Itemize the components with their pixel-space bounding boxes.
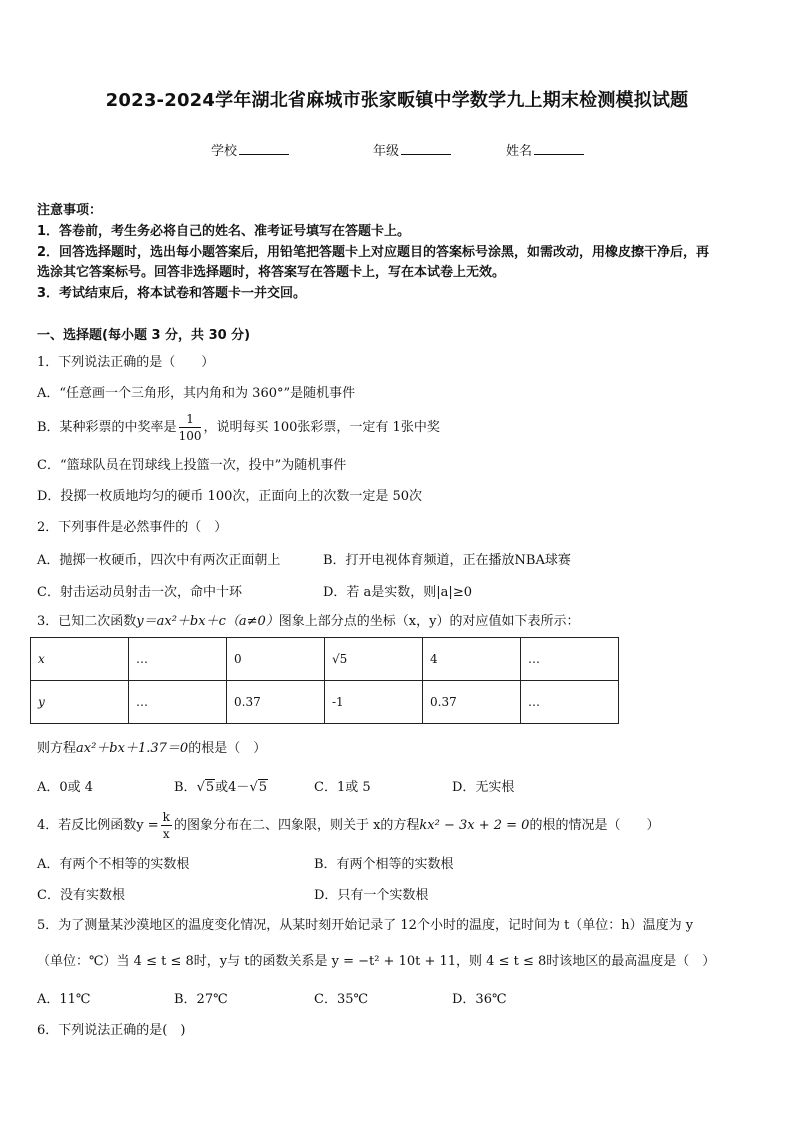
table-cell: 0 [227, 638, 325, 681]
table-cell: 0.37 [227, 681, 325, 724]
q4-numerator: k [162, 810, 170, 824]
q3-stem-suffix: 图象上部分点的坐标（x，y）的对应值如下表所示： [278, 614, 580, 629]
q3-option-a: A．0或 4 [37, 780, 94, 795]
q3-stem [37, 612, 764, 632]
table-cell: … [521, 681, 619, 724]
q5-stem-line-2: （单位：℃）当 4 ≤ t ≤ 8时，y与 t的函数关系是 y = −t² + 10t + 11，则 4 ≤ t ≤ 8时该地区的最高温度是（ ） [37, 954, 716, 969]
q2-stem: 2．下列事件是必然事件的（ ） [37, 520, 228, 535]
q5-option-a: A．11℃ [37, 992, 91, 1007]
section-heading: 一、选择题(每小题 3 分，共 30 分) [37, 328, 251, 343]
q3-stem-prefix: 3．已知二次函数 [37, 614, 137, 629]
q2-option-c: C．射击运动员射击一次，命中十环 [37, 585, 242, 600]
q3-b-sqrt-2: √5 [249, 780, 268, 795]
table-cell: … [129, 638, 227, 681]
name-blank [534, 142, 584, 155]
page-title: 2023-2024学年湖北省麻城市张家畈镇中学数学九上期末检测模拟试题 [105, 90, 689, 111]
q3-option-c: C．1或 5 [314, 780, 371, 795]
q4-option-c: C．没有实数根 [37, 888, 125, 903]
q4-fraction [161, 809, 172, 842]
q3-option-d: D．无实根 [452, 780, 515, 795]
q3-b-radicand: 5 [205, 780, 215, 795]
q4-stem-suffix: 的根的情况是（ ） [529, 818, 660, 833]
q4-denominator: x [162, 827, 170, 841]
q3-b-prefix: B． [174, 780, 197, 795]
q1-b-prefix: B．某种彩票的中奖率是 [37, 420, 177, 435]
note-item: 2．回答选择题时，选出每小题答案后，用铅笔把答题卡上对应题目的答案标号涂黑，如需改动，用橡皮擦干净后，再 [37, 245, 710, 260]
q3-b-sqrt: √5 [196, 780, 215, 795]
q1-b-suffix: ，说明每买 100张彩票，一定有 1张中奖 [203, 420, 440, 435]
q2-option-d: D．若 a是实数，则|a|≥0 [323, 585, 472, 600]
name-field [506, 140, 584, 159]
note-item: 1．答卷前，考生务必将自己的姓名、准考证号填写在答题卡上。 [37, 224, 411, 239]
school-label: 学校 [211, 144, 238, 159]
table-row [31, 681, 619, 724]
q3-question-suffix: 的根是（ ） [188, 741, 267, 756]
grade-blank [401, 142, 451, 155]
q3-b-radicand-2: 5 [258, 780, 268, 795]
notes-heading: 注意事项： [37, 203, 103, 218]
q5-option-b: B．27℃ [174, 992, 228, 1007]
q4-stem [37, 808, 764, 844]
q1-stem: 1．下列说法正确的是（ ） [37, 355, 215, 370]
q6-stem: 6．下列说法正确的是( ) [37, 1023, 186, 1038]
name-label: 姓名 [506, 144, 533, 159]
q4-stem-mid: 的图象分布在二、四象限，则关于 x的方程 [173, 818, 420, 833]
school-blank [239, 142, 289, 155]
q2-option-a: A．抛掷一枚硬币，四次中有两次正面朝上 [37, 553, 281, 568]
q1-b-numerator: 1 [179, 411, 202, 428]
q1-option-a: A．“任意画一个三角形，其内角和为 360°”是随机事件 [37, 386, 356, 401]
q5-option-d: D．36℃ [452, 992, 507, 1007]
table-cell: √5 [325, 638, 423, 681]
q3-stem-formula: y＝ax²＋bx＋c（a≠0） [136, 614, 279, 629]
note-item: 3．考试结束后，将本试卷和答题卡一并交回。 [37, 286, 307, 301]
q4-option-d: D．只有一个实数根 [314, 888, 429, 903]
table-row [31, 638, 619, 681]
q4-option-a: A．有两个不相等的实数根 [37, 857, 190, 872]
table-cell: 0.37 [423, 681, 521, 724]
q1-option-d: D．投掷一枚质地均匀的硬币 100次，正面向上的次数一定是 50次 [37, 489, 423, 504]
q3-b-four-minus: 4－ [228, 780, 250, 795]
q5-option-c: C．35℃ [314, 992, 369, 1007]
q3-question [37, 739, 764, 759]
table-cell: 4 [423, 638, 521, 681]
q5-stem-line-1: 5．为了测量某沙漠地区的温度变化情况，从某时刻开始记录了 12个小时的温度，记时间为 t（单位：h）温度为 y [37, 918, 694, 933]
table-cell: y [31, 681, 129, 724]
q3-value-table [30, 637, 619, 724]
q2-option-b: B．打开电视体育频道，正在播放NBA球赛 [323, 553, 571, 568]
table-cell: … [521, 638, 619, 681]
table-cell: x [31, 638, 129, 681]
note-item: 选涂其它答案标号。回答非选择题时，将答案写在答题卡上，写在本试卷上无效。 [37, 265, 506, 280]
q3-b-or: 或 [215, 780, 229, 795]
q4-stem-prefix: 4．若反比例函数 [37, 818, 137, 833]
school-field [211, 140, 289, 159]
q1-b-denominator: 100 [178, 429, 202, 443]
q3-option-b [174, 776, 268, 795]
q1-option-c: C．“篮球队员在罚球线上投篮一次，投中”为随机事件 [37, 458, 347, 473]
q4-stem-formula: kx² − 3x + 2 = 0 [419, 818, 530, 833]
q1-b-fraction [179, 411, 202, 444]
grade-label: 年级 [373, 144, 400, 159]
table-cell: … [129, 681, 227, 724]
q3-question-formula: ax²＋bx＋1.37＝0 [76, 741, 189, 756]
q3-question-prefix: 则方程 [37, 741, 77, 756]
q1-option-b [37, 410, 764, 446]
q4-option-b: B．有两个相等的实数根 [314, 857, 454, 872]
table-cell: -1 [325, 681, 423, 724]
grade-field [373, 140, 451, 159]
q4-stem-y: y = [136, 818, 159, 833]
